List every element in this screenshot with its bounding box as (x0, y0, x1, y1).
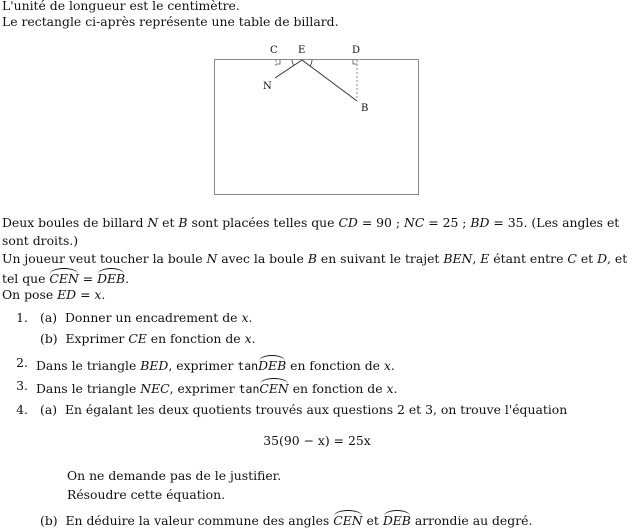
label-b: B (361, 103, 369, 114)
intro-unit: L'unité de longueur est le centimètre. (2, 0, 240, 13)
q3-number: 3. (16, 378, 28, 393)
statement-line-2: sont droits.) (2, 233, 79, 248)
q2: Dans le triangle BED, exprimer tanDEB en fonction de x. (36, 355, 395, 373)
statement-line-3: Un joueur veut toucher la boule N avec la boule B en suivant le trajet BEN, E étant entre C et D, et (2, 251, 628, 266)
label-c: C (270, 45, 278, 56)
right-angle-d (353, 60, 357, 64)
label-e: E (298, 45, 306, 56)
q4b: (b) En déduire la valeur commune des angles CEN et DEB arrondie au degré. (40, 510, 532, 528)
q4a: (a) En égalant les deux quotients trouvés aux questions 2 et 3, on trouve l'équation (40, 402, 568, 417)
equation: 35(90 − x) = 25x (263, 433, 371, 448)
intro-table: Le rectangle ci-après représente une table de billard. (2, 14, 339, 29)
angle-cen: CEN (49, 268, 78, 286)
q1-number: 1. (16, 310, 28, 325)
angle-arc-deb (310, 60, 312, 66)
label-n: N (263, 81, 272, 92)
angle-arc-cen (292, 60, 294, 66)
right-angle-c (276, 60, 280, 64)
q1b: (b) Exprimer CE en fonction de x. (40, 331, 256, 346)
angle-deb: DEB (97, 268, 125, 286)
billiard-table (215, 60, 419, 195)
segment-ne (275, 60, 302, 78)
q4a-note-1: On ne demande pas de le justifier. (67, 468, 282, 483)
statement-line-1: Deux boules de billard N et B sont placées telles que CD = 90 ; NC = 25 ; BD = 35. (Les angles et (2, 215, 620, 230)
q4-number: 4. (16, 402, 28, 417)
label-d: D (352, 45, 361, 56)
billiard-figure (0, 0, 634, 200)
q1a: (a) Donner un encadrement de x. (40, 310, 253, 325)
statement-line-5: On pose ED = x. (2, 287, 106, 302)
q4a-note-2: Résoudre cette équation. (67, 487, 226, 502)
q2-number: 2. (16, 355, 28, 370)
q3: Dans le triangle NEC, exprimer tanCEN en fonction de x. (36, 378, 397, 396)
statement-line-4: tel que CEN = DEB. (2, 268, 129, 286)
